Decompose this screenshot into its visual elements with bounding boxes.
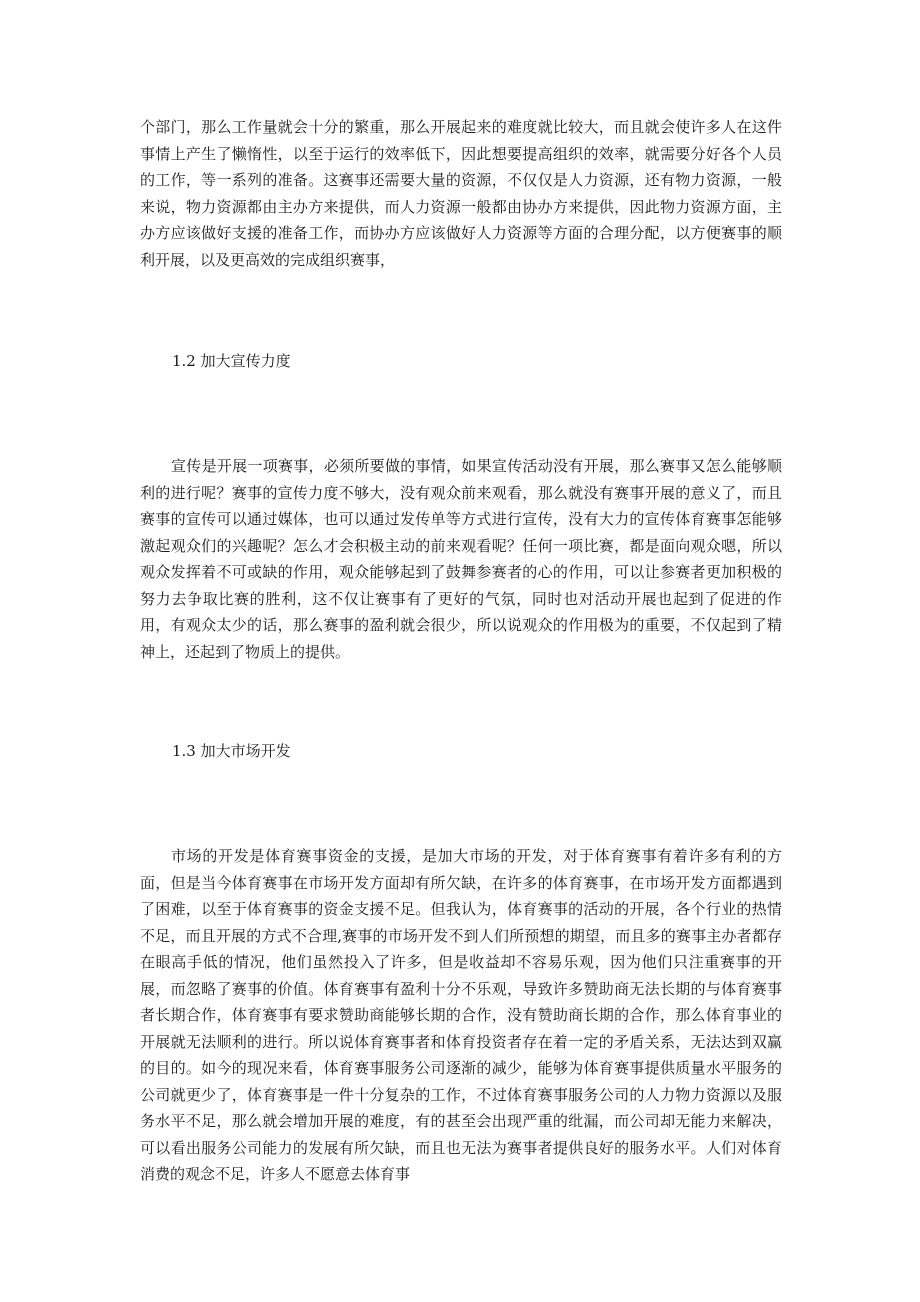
section-heading-1-2: 1.2 加大宣传力度 (172, 352, 291, 370)
paragraph-continuation: 个部门，那么工作量就会十分的繁重，那么开展起来的难度就比较大，而且就会使许多人在这件事情上产生了懒惰性，以至于运行的效率低下，因此想要提高组织的效率，就需要分好各个人员的工作，等一系列的准备。这赛事还需要大量的资源，不仅仅是人力资源，还有物力资源，一般来说，物力资源都由主办方来提供，而人力资源一般都由协办方来提供，因此物力资源方面，主办方应该做好支援的准备工作，而协办方应该做好人力资源等方面的合理分配，以方便赛事的顺利开展，以及更高效的完成组织赛事， (140, 118, 782, 269)
section-heading-1-3: 1.3 加大市场开发 (172, 742, 291, 760)
section-body-1-2: 宣传是开展一项赛事，必须所要做的事情，如果宣传活动没有开展，那么赛事又怎么能够顺利的进行呢？赛事的宣传力度不够大，没有观众前来观看，那么就没有赛事开展的意义了，而且赛事的宣传可以通过媒体，也可以通过发传单等方式进行宣传，没有大力的宣传体育赛事怎能够激起观众们的兴趣呢？怎么才会积极主动的前来观看呢？任何一项比赛，都是面向观众嗯，所以观众发挥着不可或缺的作用，观众能够起到了鼓舞参赛者的心的作用，可以让参赛者更加积极的努力去争取比赛的胜利，这不仅让赛事有了更好的气氛，同时也对活动开展也起到了促进的作用，有观众太少的话，那么赛事的盈利就会很少，所以说观众的作用极为的重要，不仅起到了精神上，还起到了物质上的提供。 (140, 457, 782, 661)
section-body-1-3: 市场的开发是体育赛事资金的支援，是加大市场的开发，对于体育赛事有着许多有利的方面，但是当今体育赛事在市场开发方面却有所欠缺，在许多的体育赛事，在市场开发方面都遇到了困难，以至于体育赛事的资金支援不足。但我认为，体育赛事的活动的开展，各个行业的热情不足，而且开展的方式不合理,赛事的市场开发不到人们所预想的期望，而且多的赛事主办者都存在眼高手低的情况，他们虽然投入了许多，但是收益却不容易乐观，因为他们只注重赛事的开展，而忽略了赛事的价值。体育赛事有盈利十分不乐观，导致许多赞助商无法长期的与体育赛事者长期合作，体育赛事有要求赞助商能够长期的合作，没有赞助商长期的合作，那么体育事业的开展就无法顺利的进行。所以说体育赛事者和体育投资者存在着一定的矛盾关系，无法达到双赢的目的。如今的现况来看，体育赛事服务公司逐渐的减少，能够为体育赛事提供质量水平服务的公司就更少了，体育赛事是一件十分复杂的工作，不过体育赛事服务公司的人力物力资源以及服务水平不足，那么就会增加开展的难度，有的甚至会出现严重的纰漏，而公司却无能力来解决，可以看出服务公司能力的发展有所欠缺，而且也无法为赛事者提供良好的服务水平。人们对体育消费的观念不足，许多人不愿意去体育事 (140, 847, 782, 1183)
